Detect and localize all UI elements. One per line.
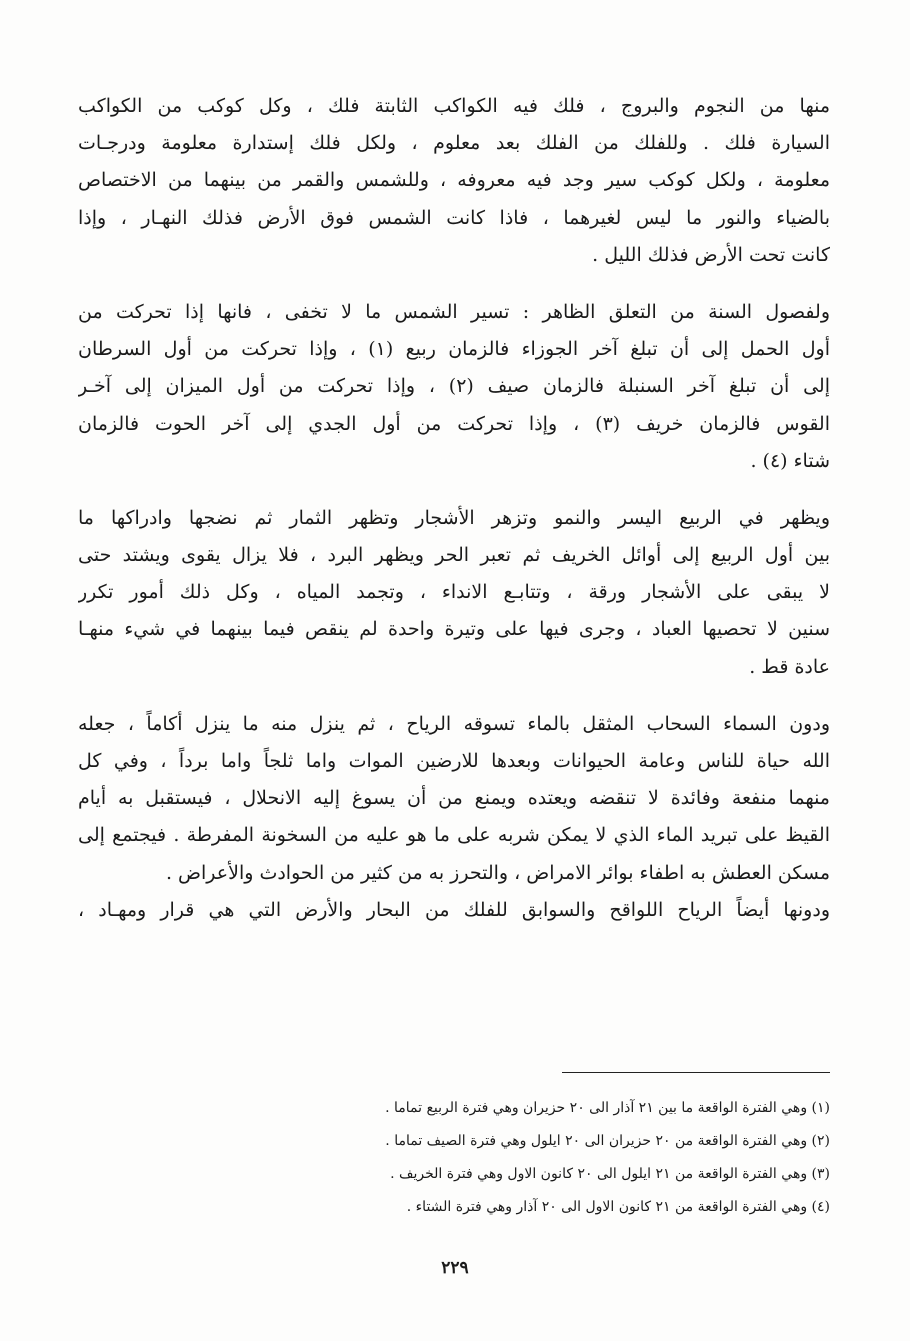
text-line: الله حياة للناس وعامة الحيوانات وبعدها للارضين الموات واما ثلجاً واما برداً ، وفي كل <box>78 750 830 772</box>
text-line: إلى أن تبلغ آخر السنبلة فالزمان صيف (٢) ، وإذا تحركت من أول الميزان إلى آخـر <box>78 375 830 398</box>
paragraph-2 <box>78 294 830 480</box>
text-line: بين أول الربيع إلى أوائل الخريف ثم تعبر الحر ويظهر البرد ، فلا يزال يقوى ويشتد حتى <box>78 544 830 567</box>
paragraph-4 <box>78 706 830 929</box>
text-line: بالضياء والنور ما ليس لغيرهما ، فاذا كانت الشمس فوق الأرض فذلك النهـار ، وإذا <box>78 206 830 229</box>
text-line: عادة قط . <box>749 655 830 678</box>
text-line: أول الحمل إلى أن تبلغ آخر الجوزاء فالزمان ربيع (١) ، وإذا تحركت من أول السرطان <box>78 338 830 361</box>
text-line: منها من النجوم والبروج ، فلك فيه الكواكب الثابتة فلك ، وكل كوكب من الكواكب <box>78 95 830 117</box>
paragraph-1 <box>78 88 830 274</box>
footnote-3: (٣) وهي الفترة الواقعة من ٢١ ايلول الى ٢٠ كانون الاول وهي فترة الخريف . <box>390 1166 830 1182</box>
text-line: القيظ على تبريد الماء الذي لا يمكن شربه على ما هو عليه من السخونة المفرطة . فيجتمع إلى <box>78 824 830 847</box>
text-line: ودونها أيضاً الرياح اللواقح والسوابق للفلك من البحار والأرض التي هي قرار ومهـاد ، <box>78 898 830 921</box>
text-line: ولفصول السنة من التعلق الظاهر : تسير الشمس ما لا تخفى ، فانها إذا تحركت من <box>78 300 830 323</box>
text-line: كانت تحت الأرض فذلك الليل . <box>592 243 830 266</box>
footnotes <box>150 1092 830 1224</box>
text-line: منهما منفعة وفائدة لا تنقضه ويعتده ويمنع من أن يسوغ إليه الانحلال ، فيستقبل به أيام <box>78 787 830 810</box>
paragraph-3 <box>78 500 830 686</box>
footnote-divider <box>562 1072 830 1073</box>
page-number: ٢٢٩ <box>441 1258 469 1278</box>
text-line: ويظهر في الربيع اليسر والنمو وتزهر الأشجار وتظهر الثمار ثم نضجها وادراكها ما <box>78 506 830 529</box>
footnote-4: (٤) وهي الفترة الواقعة من ٢١ كانون الاول الى ٢٠ آذار وهي فترة الشتاء . <box>406 1199 830 1215</box>
text-line: معلومة ، ولكل كوكب سير وجد فيه معروفه ، وللشمس والقمر من بينهما من الاختصاص <box>78 169 830 192</box>
text-line: لا يبقى على الأشجار ورقة ، وتتابـع الانداء ، وتجمد المياه ، وكل ذلك أمور تكرر <box>78 581 830 604</box>
text-line: مسكن العطش به اطفاء بوائر الامراض ، والتحرز به من كثير من الحوادث والأعراض . <box>165 861 830 884</box>
body-text <box>78 88 830 949</box>
text-line: القوس فالزمان خريف (٣) ، وإذا تحركت من أول الجدي إلى آخر الحوت فالزمان <box>78 412 830 435</box>
text-line: ودون السماء السحاب المثقل بالماء تسوقه الرياح ، ثم ينزل منه ما ينزل أكاماً ، جعله <box>78 712 830 735</box>
footnote-2: (٢) وهي الفترة الواقعة من ٢٠ حزيران الى ٢٠ ايلول وهي فترة الصيف تماما . <box>385 1133 830 1149</box>
text-line: شتاء (٤) . <box>750 449 830 472</box>
footnote-1: (١) وهي الفترة الواقعة ما بين ٢١ آذار الى ٢٠ حزيران وهي فترة الربيع تماما . <box>385 1100 830 1116</box>
text-line: السيارة فلك . وللفلك من الفلك بعد معلوم ، ولكل فلك إستدارة معلومة ودرجـات <box>78 132 830 155</box>
text-line: سنين لا تحصيها العباد ، وجرى فيها على وتيرة واحدة لم ينقص فيما بينهما في شيء منهـا <box>78 618 830 641</box>
